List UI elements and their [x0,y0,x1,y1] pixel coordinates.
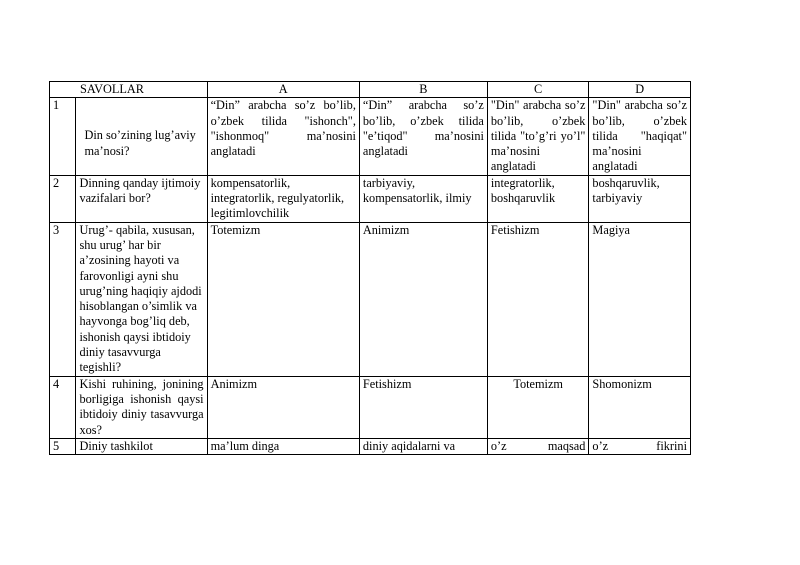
option-c-cell: integratorlik, boshqaruvlik [487,175,589,222]
option-a-cell: ma’lum dinga [207,438,359,454]
table-row [50,438,691,454]
row-number: 5 [50,438,76,454]
header-option-a: A [207,82,359,98]
option-d-cell [589,438,691,454]
option-c-cell: "Din" arabcha so’z bo’lib, o’zbek tilida "to’g’ri yo’l" ma’nosini anglatadi [487,98,589,175]
option-a-cell: Animizm [207,376,359,438]
option-c-cell: Totemizm [487,376,589,438]
option-a-cell: kompensatorlik, integratorlik, regulyatorlik, legitimlovchilik [207,175,359,222]
table-row [50,98,691,175]
header-option-c: C [487,82,589,98]
table-row [50,222,691,376]
option-c-cell: Fetishizm [487,222,589,376]
option-b-cell: Animizm [359,222,487,376]
option-d-text-start: o’z [592,438,609,453]
option-c-text-start: o’z [490,438,507,453]
question-cell: Dinning qanday ijtimoiy vazifalari bor? [76,175,207,222]
option-d-cell: boshqaruvlik, tarbiyaviy [589,175,691,222]
option-a-cell: Totemizm [207,222,359,376]
row-number: 2 [50,175,76,222]
quiz-table [49,81,691,455]
option-d-text-end: fikrini [656,438,687,453]
table-row [50,376,691,438]
option-a-cell: “Din” arabcha so’z bo’lib, o’zbek tilida "ishonch", "ishonmoq" ma’nosini anglatadi [207,98,359,175]
question-cell: Urug’- qabila, xususan, shu urug’ har bir a’zosining hayoti va farovonligi ayni shu urug’ning haqiqiy ajdodi hisoblangan o’simlik va hayvonga bog’liq deb, ishonish qaysi ibtidoiy diniy tasavvurga tegishli? [76,222,207,376]
question-cell: Diniy tashkilot [76,438,207,454]
header-questions: SAVOLLAR [50,82,208,98]
option-b-cell: Fetishizm [359,376,487,438]
header-option-b: B [359,82,487,98]
question-cell: Din so’zining lug’aviy ma’nosi? [76,98,207,175]
table-row [50,175,691,222]
row-number: 4 [50,376,76,438]
option-d-cell: "Din" arabcha so’z bo’lib, o’zbek tilida "haqiqat" ma’nosini anglatadi [589,98,691,175]
option-c-text-end: maqsad [547,438,586,453]
option-c-cell [487,438,589,454]
question-cell: Kishi ruhining, jonining borligiga ishonish qaysi ibtidoiy diniy tasavvurga xos? [76,376,207,438]
option-d-cell: Shomonizm [589,376,691,438]
header-option-d: D [589,82,691,98]
row-number: 1 [50,98,76,175]
option-b-cell: “Din” arabcha so’z bo’lib, o’zbek tilida "e’tiqod" ma’nosini anglatadi [359,98,487,175]
option-b-cell: diniy aqidalarni va [359,438,487,454]
option-d-cell: Magiya [589,222,691,376]
option-b-cell: tarbiyaviy, kompensatorlik, ilmiy [359,175,487,222]
row-number: 3 [50,222,76,376]
table-header-row [50,82,691,98]
